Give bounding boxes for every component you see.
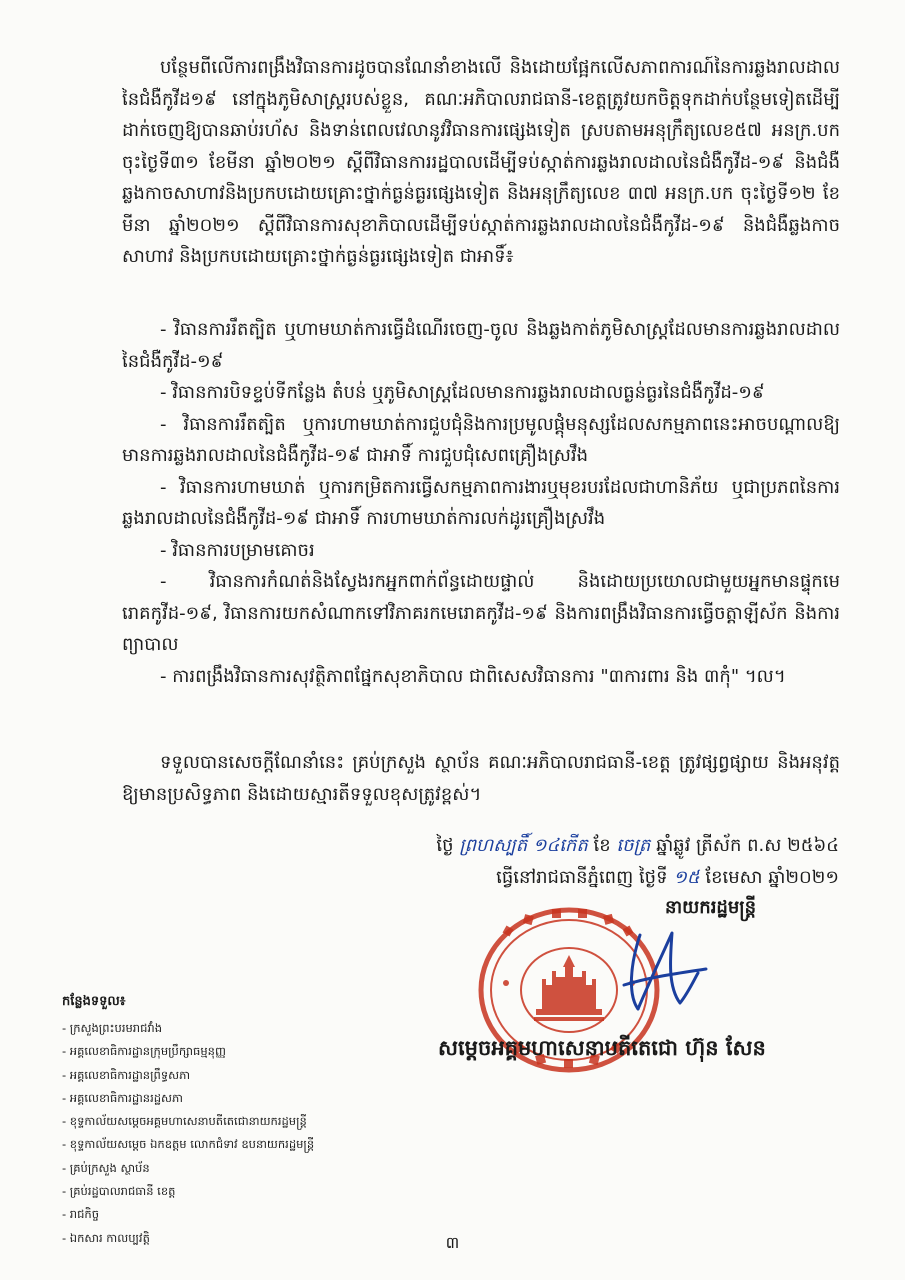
signer-name: សម្តេចអគ្គមហាសេនាបតីតេជោ ហ៊ុន សែន [438, 1036, 766, 1060]
lunar-date-suffix: ឆ្នាំឆ្លូវ ត្រីស័ក ព.ស ២៥៦៤ [656, 835, 839, 856]
solar-date-prefix: ធ្វើនៅរាជធានីភ្នំពេញ ថ្ងៃទី [496, 867, 668, 888]
signer-title: នាយករដ្ឋមន្ត្រី [665, 897, 757, 918]
solar-date-handwritten-day: ១៥ [673, 867, 700, 888]
recipient-item: - រាជកិច្ច [62, 1207, 100, 1222]
recipient-item: - ខុទ្ទកាល័យសម្តេច ឯកឧត្តម លោកជំទាវ ឧបនាយករដ្ឋមន្ត្រី [62, 1137, 315, 1152]
measure-item: - វិធានការបិទខ្ទប់ទីកន្លែង តំបន់ ឬភូមិសាស្ត្រដែលមានការឆ្លងរាលដាលធ្ងន់ធ្ងរនៃជំងឺកូវីដ-១៩ [160, 382, 765, 403]
measure-item: - វិធានការរឹតត្បិត ឬហាមឃាត់ការធ្វើដំណើរចេញ-ចូល និងឆ្លងកាត់ភូមិសាស្ត្រដែលមានការឆ្លងរាលដាលនៃជំងឺកូវីដ-១៩ [122, 319, 840, 372]
recipient-item: - គ្រប់រដ្ឋបាលរាជធានី ខេត្ត [62, 1184, 176, 1199]
solar-date-suffix: ខែមេសា ឆ្នាំ២០២១ [705, 867, 839, 888]
measure-item: - វិធានការហាមឃាត់ ឬការកម្រិតការធ្វើសកម្មភាពការងារឬមុខរបរដែលជាហានិភ័យ ឬជាប្រភពនៃការឆ្លងរាលដាលនៃជំងឺកូវីដ-១៩ ជាអាទិ៍ ការហាមឃាត់ការលក់ដូរគ្រឿងស្រវឹង [122, 476, 840, 529]
measure-item: - ការពង្រឹងវិធានការសុវត្ថិភាពផ្នែកសុខាភិបាល ជាពិសេសវិធានការ "៣ការពារ និង ៣កុំ" ។ល។ [160, 665, 786, 687]
recipient-item: - អគ្គលេខាធិការដ្ឋានក្រុមប្រឹក្សាធម្មនុញ្ញ [62, 1044, 226, 1059]
recipient-item: - ក្រសួងព្រះបរមរាជវាំង [62, 1021, 163, 1035]
recipients-title: កន្លែងទទួល៖ [62, 994, 126, 1009]
lunar-date-prefix: ថ្ងៃ [436, 835, 454, 856]
lunar-date-handwritten-day: ព្រហស្បតិ៍ ១៤កើត [459, 835, 588, 856]
closing-paragraph: ទទួលបានសេចក្តីណែនាំនេះ គ្រប់ក្រសួង ស្ថាប័ន គណៈអភិបាលរាជធានី-ខេត្ត ត្រូវផ្សព្វផ្សាយ និងអនុវត្តឱ្យមានប្រសិទ្ធភាព និងដោយស្មារតីទទួលខុសត្រូវខ្ពស់។ [122, 752, 840, 805]
solar-date-line [496, 862, 839, 893]
signature-icon [610, 925, 710, 1015]
intro-paragraph: បន្ថែមពីលើការពង្រឹងវិធានការដូចបានណែនាំខាងលើ និងដោយផ្អែកលើសភាពការណ៍នៃការឆ្លងរាលដាលនៃជំងឺកូវីដ១៩ នៅក្នុងភូមិសាស្ត្ររបស់ខ្លួន, គណៈអភិបាលរាជធានី-ខេត្តត្រូវយកចិត្តទុកដាក់បន្ថែមទៀតដើម្បីដាក់ចេញឱ្យបានឆាប់រហ័ស និងទាន់ពេលវេលានូវវិធានការផ្សេងទៀត ស្របតាមអនុក្រឹត្យលេខ៥៧ អនក្រ.បក ចុះថ្ងៃទី៣១ ខែមីនា ឆ្នាំ២០២១ ស្តីពីវិធានការរដ្ឋបាលដើម្បីទប់ស្កាត់ការឆ្លងរាលដាលនៃជំងឺកូវីដ-១៩ និងជំងឺឆ្លងកាចសាហាវនិងប្រកបដោយគ្រោះថ្នាក់ធ្ងន់ធ្ងរផ្សេងទៀត និងអនុក្រឹត្យលេខ ៣៧ អនក្រ.បក ចុះថ្ងៃទី១២ ខែមីនា ឆ្នាំ២០២១ ស្តីពីវិធានការសុខាភិបាលដើម្បីទប់ស្កាត់ការឆ្លងរាលដាលនៃជំងឺកូវីដ-១៩ និងជំងឺឆ្លងកាចសាហាវ និងប្រកបដោយគ្រោះថ្នាក់ធ្ងន់ធ្ងរផ្សេងទៀត ជាអាទិ៍៖ [122, 57, 840, 267]
measures-list [122, 314, 840, 692]
recipient-item: - អគ្គលេខាធិការដ្ឋានរដ្ឋសភា [62, 1090, 183, 1105]
recipient-item: - គ្រប់ក្រសួង ស្ថាប័ន [62, 1160, 150, 1175]
lunar-date-line [436, 830, 839, 861]
measure-item: - វិធានការកំណត់និងស្វែងរកអ្នកពាក់ព័ន្ធដោយផ្ទាល់ និងដោយប្រយោលជាមួយអ្នកមានផ្ទុកមេរោគកូវីដ-១៩, វិធានការយកសំណាកទៅវិភាគរកមេរោគកូវីដ-១៩ និងការពង្រឹងវិធានការធ្វើចត្តាឡីស័ក និងការព្យាបាល [122, 571, 840, 655]
recipients-list [62, 1017, 392, 1250]
recipient-item: - អគ្គលេខាធិការដ្ឋានព្រឹទ្ធសភា [62, 1067, 191, 1082]
measure-item: - វិធានការបម្រាមគោចរ [160, 539, 315, 561]
recipient-item: - ខុទ្ទកាល័យសម្តេចអគ្គមហាសេនាបតីតេជោនាយករដ្ឋមន្ត្រី [62, 1114, 307, 1129]
measure-item: - វិធានការរឹតត្បិត ឬការហាមឃាត់ការជួបជុំនិងការប្រមូលផ្តុំមនុស្សដែលសកម្មភាពនេះអាចបណ្តាលឱ្យមានការឆ្លងរាលដាលនៃជំងឺកូវីដ-១៩ ជាអាទិ៍ ការជួបជុំសេពគ្រឿងស្រវឹង [122, 413, 840, 466]
lunar-date-month-label: ខែ [593, 835, 611, 856]
lunar-date-handwritten-month: ចេត្រ [616, 835, 651, 856]
page-number: ៣ [445, 1233, 460, 1252]
recipient-item: - ឯកសារ កាលប្បវត្តិ [62, 1230, 150, 1245]
